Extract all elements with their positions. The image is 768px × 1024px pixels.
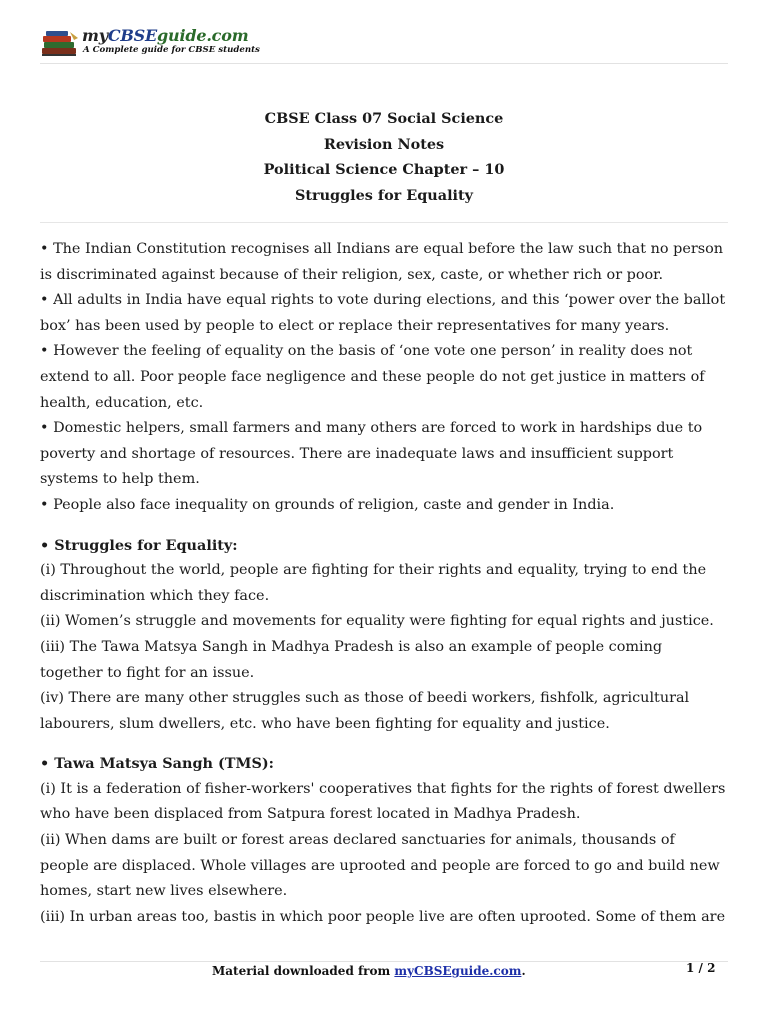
text-line: discrimination which they face. — [40, 587, 270, 604]
section-heading: • Tawa Matsya Sangh (TMS): — [40, 755, 274, 773]
text-line: health, education, etc. — [40, 394, 204, 411]
section-heading: • Struggles for Equality: — [40, 536, 238, 554]
title-divider — [40, 222, 728, 223]
text-line: systems to help them. — [40, 471, 200, 488]
page-number: 1 / 2 — [686, 961, 716, 975]
logo-brand-prefix: my — [82, 26, 108, 45]
text-line: • People also face inequality on grounds of religion, caste and gender in India. — [40, 496, 615, 513]
footer-site-link[interactable]: myCBSEguide.com — [394, 964, 522, 978]
footer-credit — [212, 964, 526, 978]
text-line: poverty and shortage of resources. There are inadequate laws and insufficient support — [40, 445, 674, 462]
text-line: (iii) The Tawa Matsya Sangh in Madhya Pradesh is also an example of people coming — [40, 638, 663, 655]
text-line: • Domestic helpers, small farmers and many others are forced to work in hardships due to — [40, 420, 703, 437]
logo-brand-cbse: CBSE — [107, 26, 158, 45]
text-line: who have been displaced from Satpura forest located in Madhya Pradesh. — [40, 806, 581, 823]
text-line: box’ has been used by people to elect or replace their representatives for many years. — [40, 317, 670, 334]
section-tms — [40, 751, 730, 930]
section-struggles — [40, 533, 730, 738]
text-line: (i) Throughout the world, people are fighting for their rights and equality, trying to end the — [40, 562, 707, 579]
text-line: homes, start new lives elsewhere. — [40, 883, 288, 900]
site-logo[interactable] — [40, 26, 260, 60]
logo-tagline: A Complete guide for CBSE students — [83, 45, 260, 55]
text-line: (ii) When dams are built or forest areas declared sanctuaries for animals, thousands of — [40, 832, 675, 849]
logo-brand-suffix: guide.com — [157, 26, 249, 45]
logo-brand — [82, 26, 248, 45]
intro-paragraph — [40, 237, 730, 519]
text-line: is discriminated against because of their religion, sex, caste, or whether rich or poor. — [40, 266, 664, 283]
title-line-4: Struggles for Equality — [294, 186, 474, 204]
text-line: (i) It is a federation of fisher-workers' cooperatives that fights for the rights of forest dwellers — [40, 780, 726, 797]
text-line: • However the feeling of equality on the basis of ‘one vote one person’ in reality does not — [40, 343, 693, 360]
text-line: labourers, slum dwellers, etc. who have been fighting for equality and justice. — [40, 715, 610, 732]
footer-suffix: . — [521, 964, 526, 978]
paragraph-gap — [40, 519, 730, 533]
page-title — [40, 106, 728, 208]
document-body — [40, 237, 730, 930]
footer-divider — [40, 961, 728, 962]
paragraph-gap — [40, 737, 730, 751]
text-line: • The Indian Constitution recognises all Indians are equal before the law such that no person — [40, 241, 724, 257]
title-line-3: Political Science Chapter – 10 — [263, 161, 505, 178]
text-line: extend to all. Poor people face negligence and these people do not get justice in matters of — [40, 368, 705, 385]
title-line-1: CBSE Class 07 Social Science — [264, 110, 504, 127]
text-line: (ii) Women’s struggle and movements for equality were fighting for equal rights and justice. — [40, 613, 714, 630]
text-line: people are displaced. Whole villages are uprooted and people are forced to go and build new — [40, 857, 720, 874]
text-line: together to fight for an issue. — [40, 664, 255, 681]
header-divider — [40, 63, 728, 64]
title-line-2: Revision Notes — [323, 135, 445, 153]
text-line: (iv) There are many other struggles such as those of beedi workers, fishfolk, agricultural — [40, 690, 690, 707]
books-icon — [40, 28, 80, 58]
text-line: (iii) In urban areas too, bastis in which poor people live are often uprooted. Some of them are — [40, 908, 726, 925]
text-line: • All adults in India have equal rights to vote during elections, and this ‘power over the ballot — [40, 292, 726, 309]
footer-prefix: Material downloaded from — [212, 964, 395, 978]
